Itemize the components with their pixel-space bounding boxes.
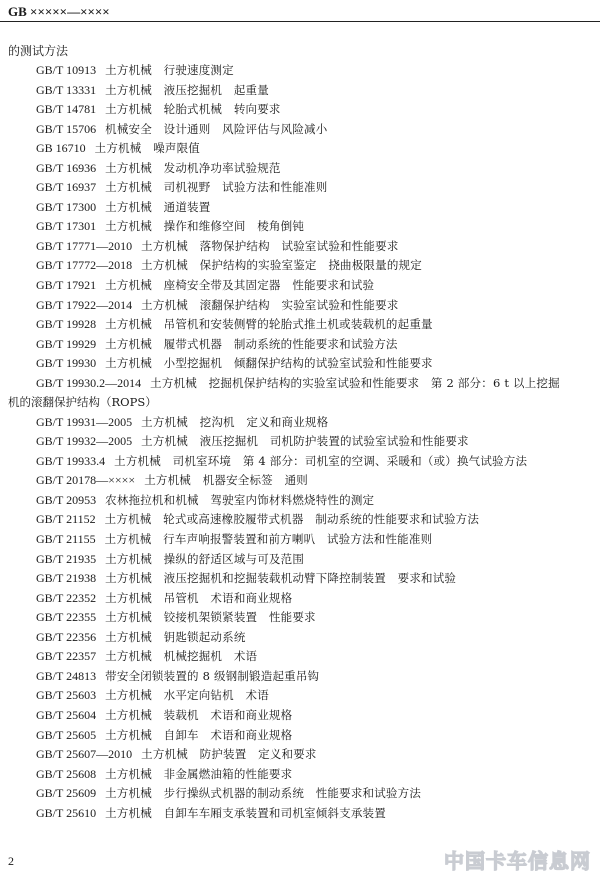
- reference-code: GB/T 16937: [36, 180, 97, 195]
- reference-item: [8, 256, 592, 276]
- reference-code: GB/T 14781: [36, 102, 97, 117]
- reference-item: [8, 217, 592, 237]
- reference-code: GB/T 20178—××××: [36, 473, 136, 488]
- reference-code: GB/T 25604: [36, 707, 97, 722]
- reference-item: [8, 354, 592, 374]
- reference-title: 土方机械 座椅安全带及其固定器 性能要求和试验: [105, 278, 375, 293]
- reference-title: 土方机械 落物保护结构 试验室试验和性能要求: [141, 238, 399, 253]
- reference-code: GB/T 17301: [36, 219, 97, 234]
- reference-title-continuation: 机的滚翻保护结构（ROPS）: [8, 395, 157, 410]
- reference-code: GB/T 25608: [36, 766, 97, 781]
- reference-title: 土方机械 液压挖掘机 起重量: [105, 82, 269, 97]
- reference-title: 土方机械 操纵的舒适区域与可及范围: [105, 551, 305, 566]
- reference-title: 土方机械 保护结构的实验室鉴定 挠曲极限量的规定: [141, 258, 422, 273]
- header-divider: [0, 21, 600, 22]
- reference-item: [8, 804, 592, 824]
- reference-item: [8, 139, 592, 159]
- reference-code: GB/T 17921: [36, 278, 97, 293]
- reference-code: GB 16710: [36, 141, 86, 156]
- reference-item: [8, 315, 592, 335]
- reference-title: 土方机械 挖掘机保护结构的实验室试验和性能要求 第 2 部分：6 t 以上挖掘: [150, 375, 560, 390]
- reference-title: 土方机械 步行操纵式机器的制动系统 性能要求和试验方法: [105, 786, 422, 801]
- reference-title: 土方机械 操作和维修空间 棱角倒钝: [105, 219, 305, 234]
- reference-code: GB/T 19929: [36, 336, 97, 351]
- reference-title: 土方机械 机器安全标签 通则: [144, 473, 308, 488]
- reference-title: 土方机械 司机室环境 第 4 部分：司机室的空调、采暖和（或）换气试验方法: [114, 453, 528, 468]
- reference-title: 土方机械 挖沟机 定义和商业规格: [141, 414, 329, 429]
- reference-code: GB/T 19931—2005: [36, 414, 133, 429]
- reference-code: GB/T 24813: [36, 668, 97, 683]
- reference-title: 土方机械 履带式机器 制动系统的性能要求和试验方法: [105, 336, 398, 351]
- reference-title: 机械安全 设计通则 风险评估与风险减小: [105, 121, 328, 136]
- reference-item: [8, 491, 592, 511]
- reference-item: [8, 178, 592, 198]
- reference-code: GB/T 22352: [36, 590, 97, 605]
- reference-item: [8, 335, 592, 355]
- reference-item: [8, 569, 592, 589]
- reference-title: 土方机械 司机视野 试验方法和性能准则: [105, 180, 328, 195]
- reference-title: 带安全闭锁装置的 8 级钢制锻造起重吊钩: [105, 668, 320, 683]
- reference-item: [8, 159, 592, 179]
- reference-item: [8, 100, 592, 120]
- reference-item: [8, 296, 592, 316]
- reference-title: 土方机械 发动机净功率试验规范: [105, 160, 281, 175]
- reference-code: GB/T 22357: [36, 649, 97, 664]
- reference-code: GB/T 17772—2018: [36, 258, 133, 273]
- intro-text: 的测试方法: [8, 44, 69, 58]
- reference-title: 土方机械 小型挖掘机 倾翻保护结构的试验室试验和性能要求: [105, 356, 433, 371]
- reference-code: GB/T 17922—2014: [36, 297, 133, 312]
- reference-title: 土方机械 轮式或高速橡胶履带式机器 制动系统的性能要求和试验方法: [104, 512, 480, 527]
- reference-code: GB/T 25603: [36, 688, 97, 703]
- reference-title: 土方机械 防护装置 定义和要求: [141, 747, 317, 762]
- reference-code: GB/T 25607—2010: [36, 747, 133, 762]
- page-number: 2: [8, 854, 14, 868]
- reference-title: 土方机械 噪声限值: [94, 141, 200, 156]
- reference-code: GB/T 25610: [36, 805, 97, 820]
- reference-item: [8, 510, 592, 530]
- reference-item: [8, 276, 592, 296]
- reference-item: [8, 608, 592, 628]
- reference-code: GB/T 16936: [36, 160, 97, 175]
- reference-item: [8, 667, 592, 687]
- reference-title: 土方机械 机械挖掘机 术语: [105, 649, 258, 664]
- reference-item: [8, 550, 592, 570]
- reference-item: [8, 706, 592, 726]
- reference-item: [8, 413, 592, 433]
- reference-code: GB/T 22356: [36, 629, 97, 644]
- reference-item: [8, 120, 592, 140]
- reference-code: GB/T 19932—2005: [36, 434, 133, 449]
- reference-code: GB/T 17300: [36, 199, 97, 214]
- reference-code: GB/T 20953: [36, 492, 97, 507]
- reference-title: 土方机械 行驶速度测定: [105, 63, 234, 77]
- reference-item: [8, 726, 592, 746]
- normative-reference-list: [8, 61, 592, 823]
- reference-title: 土方机械 铰接机架锁紧装置 性能要求: [105, 610, 316, 625]
- reference-title: 土方机械 滚翻保护结构 实验室试验和性能要求: [141, 297, 399, 312]
- reference-title: 土方机械 液压挖掘机 司机防护装置的试验室试验和性能要求: [141, 434, 469, 449]
- reference-title: 土方机械 自卸车车厢支承装置和司机室倾斜支承装置: [105, 805, 386, 820]
- reference-code: GB/T 21155: [36, 532, 96, 547]
- reference-item: [8, 530, 592, 550]
- reference-item: [8, 784, 592, 804]
- reference-title: 土方机械 非金属燃油箱的性能要求: [105, 766, 293, 781]
- reference-title: 土方机械 液压挖掘机和挖掘装载机动臂下降控制装置 要求和试验: [105, 571, 457, 586]
- reference-title: 土方机械 吊管机和安装侧臂的轮胎式推土机或装载机的起重量: [105, 317, 433, 332]
- reference-item: [8, 589, 592, 609]
- watermark-text: 中国卡车信息网: [444, 849, 591, 873]
- reference-code: GB/T 22355: [36, 610, 97, 625]
- reference-item: [8, 686, 592, 706]
- reference-code: GB/T 13331: [36, 82, 97, 97]
- reference-code: GB/T 21152: [36, 512, 96, 527]
- reference-code: GB/T 21938: [36, 571, 97, 586]
- reference-title: 土方机械 吊管机 术语和商业规格: [105, 590, 293, 605]
- reference-title: 土方机械 水平定向钻机 术语: [105, 688, 269, 703]
- reference-code: GB/T 19933.4: [36, 453, 106, 468]
- reference-item: [8, 628, 592, 648]
- reference-title: 土方机械 自卸车 术语和商业规格: [105, 727, 293, 742]
- reference-code: GB/T 15706: [36, 121, 97, 136]
- reference-item: [8, 765, 592, 785]
- reference-item: [8, 237, 592, 257]
- reference-item: [8, 198, 592, 218]
- reference-item: [8, 432, 592, 452]
- reference-item: [8, 81, 592, 101]
- reference-code: GB/T 25605: [36, 727, 97, 742]
- watermark-logo: [392, 846, 592, 874]
- reference-code: GB/T 17771—2010: [36, 238, 133, 253]
- reference-title: 土方机械 通道装置: [105, 199, 211, 214]
- reference-item: [8, 374, 592, 413]
- reference-item: [8, 61, 592, 81]
- reference-code: GB/T 19928: [36, 317, 97, 332]
- reference-title: 土方机械 行车声响报警装置和前方喇叭 试验方法和性能准则: [104, 532, 433, 547]
- reference-title: 农林拖拉机和机械 驾驶室内饰材料燃烧特性的测定: [105, 492, 375, 507]
- reference-title: 土方机械 轮胎式机械 转向要求: [105, 102, 281, 117]
- reference-title: 土方机械 装载机 术语和商业规格: [105, 707, 293, 722]
- reference-item: [8, 471, 592, 491]
- standard-header-code: GB ×××××—××××: [8, 4, 110, 19]
- reference-code: GB/T 19930: [36, 356, 97, 371]
- reference-item: [8, 745, 592, 765]
- reference-code: GB/T 25609: [36, 786, 97, 801]
- reference-code: GB/T 19930.2—2014: [36, 375, 142, 390]
- reference-code: GB/T 10913: [36, 63, 97, 77]
- reference-item: [8, 452, 592, 472]
- reference-title: 土方机械 钥匙锁起动系统: [105, 629, 246, 644]
- reference-code: GB/T 21935: [36, 551, 97, 566]
- reference-item: [8, 647, 592, 667]
